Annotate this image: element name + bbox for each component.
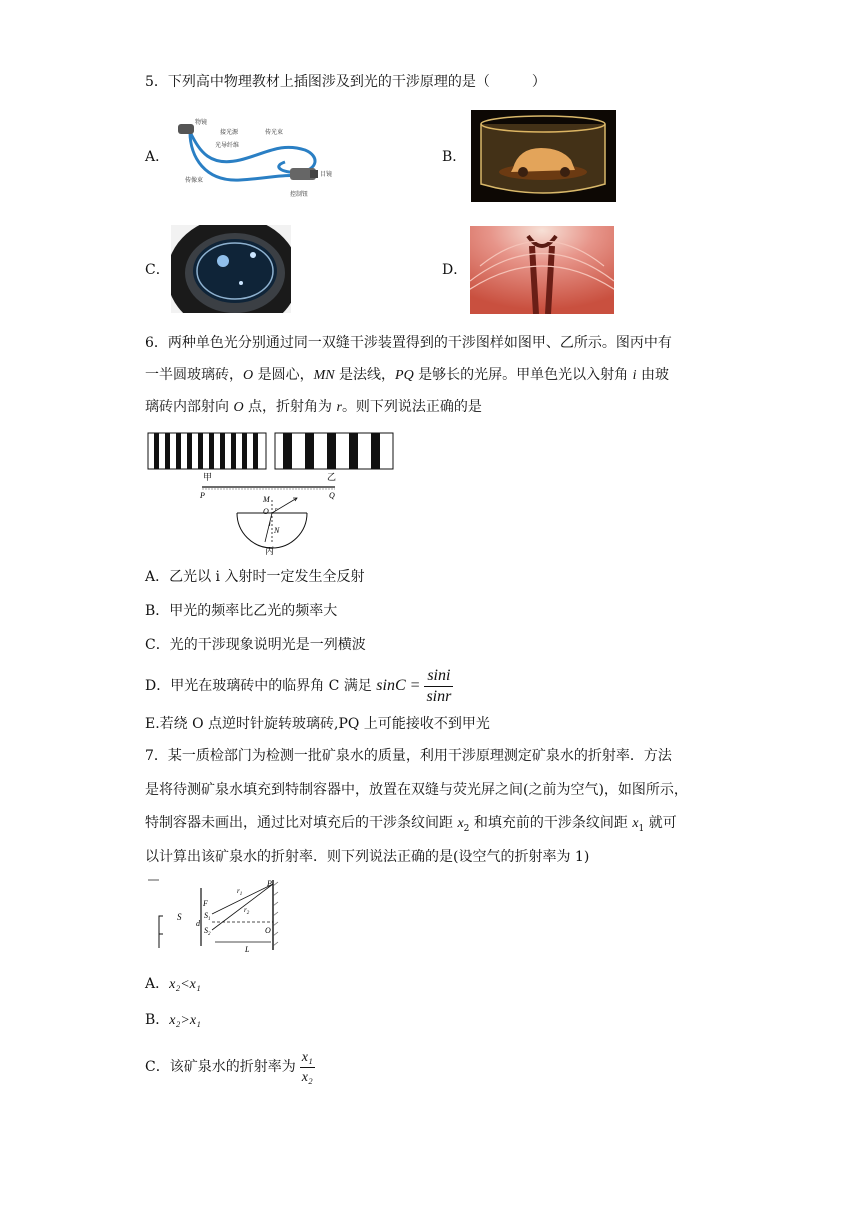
svg-text:传像束: 传像束	[185, 178, 204, 184]
svg-text:控制钮: 控制钮	[290, 192, 309, 198]
q5-figure-d-wave-interference	[470, 226, 614, 314]
q7-stem-line1: 7．某一质检部门为检测一批矿泉水的质量，利用干涉原理测定矿泉水的折射率．方法	[145, 748, 672, 764]
svg-text:光导纤维: 光导纤维	[215, 143, 240, 149]
q7-stem-line4: 以计算出该矿泉水的折射率．则下列说法正确的是(设空气的折射率为 1)	[145, 849, 590, 865]
q7-option-c: C．该矿泉水的折射率为 $\frac{\text{x₁}}{\text{x₂}}$	[145, 1049, 313, 1085]
svg-text:P: P	[267, 879, 272, 888]
q5-option-d-label: D．	[442, 262, 468, 278]
svg-text:目镜: 目镜	[320, 172, 333, 178]
svg-text:i: i	[269, 522, 271, 528]
svg-text:传光束: 传光束	[265, 130, 284, 136]
q6-option-c: C．光的干涉现象说明光是一列横波	[145, 637, 366, 653]
svg-text:r2: $r_2$	[244, 906, 250, 916]
q6-option-d: D．甲光在玻璃砖中的临界角 C 满足 sinC = $\frac{\sin i}{\sin r}$	[145, 666, 452, 705]
q5-option-a-label: A．	[145, 149, 170, 165]
svg-text:丙: 丙	[265, 546, 275, 556]
svg-text:r1: $r_1$	[237, 887, 243, 897]
q7-option-a: A．x₂<x₁	[145, 976, 201, 992]
q6-figure-fringes-and-semicircle	[145, 430, 395, 558]
q7-stem-line2: 是将待测矿泉水填充到特制容器中，放置在双缝与荧光屏之间(之前为空气)，如图所示，	[145, 782, 688, 798]
q5-option-b-label: B．	[442, 149, 467, 165]
svg-text:P: P	[200, 491, 205, 500]
svg-text:S2: $S_2$	[204, 926, 211, 937]
q6-option-e: E.若绕 O 点逆时针旋转玻璃砖,PQ 上可能接收不到甲光	[145, 716, 490, 732]
svg-text:S: S	[177, 912, 182, 922]
q5-figure-a-fiber-scope	[170, 112, 340, 202]
svg-text:O: O	[263, 507, 269, 516]
svg-text:O: O	[265, 926, 271, 935]
q5-option-c-label: C．	[145, 262, 170, 278]
svg-text:S1: $S_1$	[204, 911, 211, 922]
q6-option-b: B．甲光的频率比乙光的频率大	[145, 603, 338, 619]
q6-stem-line1: 6．两种单色光分别通过同一双缝干涉装置得到的干涉图样如图甲、乙所示。图丙中有	[145, 335, 672, 351]
svg-text:M: M	[263, 495, 270, 504]
q6-option-a: A．乙光以 i 入射时一定发生全反射	[145, 569, 365, 585]
svg-text:乙: 乙	[327, 472, 337, 482]
svg-text:r: r	[275, 507, 278, 513]
q6-stem-line3: 璃砖内部射向 O 点，折射角为 r。则下列说法正确的是	[145, 399, 482, 415]
q5-stem: 5．下列高中物理教材上插图涉及到光的干涉原理的是（ ）	[145, 74, 546, 90]
svg-text:Q: Q	[329, 491, 335, 500]
q5-figure-b-glass-cylinder	[471, 110, 616, 202]
svg-text:d: d	[196, 919, 200, 928]
svg-text:L: L	[245, 945, 250, 954]
svg-text:N: N	[274, 526, 280, 535]
svg-text:甲: 甲	[203, 472, 213, 482]
q7-option-b: B．x₂>x₁	[145, 1012, 201, 1028]
q6-stem-line2: 一半圆玻璃砖，O 是圆心，MN 是法线，PQ 是够长的光屏。甲单色光以入射角 i 由玻	[145, 367, 669, 383]
q7-figure-double-slit	[145, 876, 290, 956]
svg-text:物镜: 物镜	[195, 120, 208, 126]
q5-figure-c-lens-film	[171, 225, 291, 313]
q7-stem-line3: 特制容器未画出，通过比对填充后的干涉条纹间距 $x_2$ 和填充前的干涉条纹间距 $x_1$ 就可	[145, 815, 677, 834]
svg-text:F: F	[203, 899, 208, 908]
svg-text:接光源: 接光源	[220, 130, 239, 136]
